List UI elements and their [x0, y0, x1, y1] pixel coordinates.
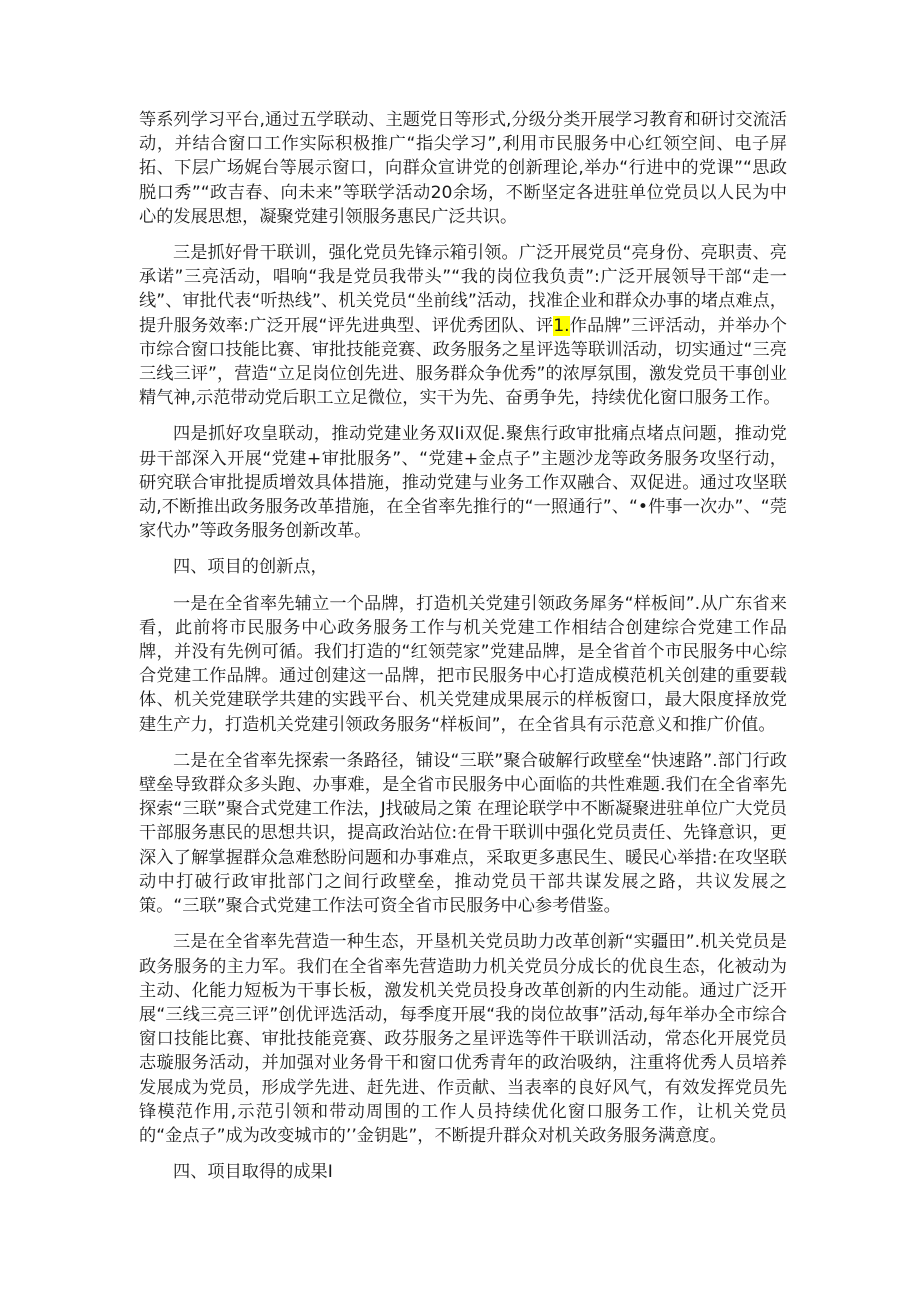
paragraph-path: 二是在全省率先探索一条路径，铺设“三联”聚合破解行政壁垒“快速路”.部门行政壁垒导致群众多头跑、办事难，是全省市民服务中心面临的共性难题.我们在全省率先探索“三联”聚合式党建工作法，J找破局之策 在理论联学中不断凝聚进驻单位广大党员干部服务惠民的思想共识，提高政治站位:在骨干联训中强化党员责任、先锋意识，更深入了解掌握群众急难愁盼问题和办事难点，采取更多惠民生、暖民心举措:在攻坚联动中打破行政审批部门之间行政壁垒，推动党员干部共谋发展之路，共议发展之策。“三联”聚合式党建工作法可资全省市民服务中心参考借鉴。: [139, 750, 787, 917]
paragraph-brand: 一是在全省率先辅立一个品牌，打造机关党建引领政务犀务“样板间”.从广东省来看，此前将市民服务中心政务服务工作与机关党建工作相结合创建综合党建工作品牌，并没有先例可循。我们打造的“红领莞家”党建品牌，是全省首个市民服务中心综合党建工作品牌。通过创建这一品牌，把市民服务中心打造成模范机关创建的重要载体、机关党建联学共建的实践平台、机关党建成果展示的样板窗口，最大限度择放党建生产力，打造机关党建引领政务服务“样板间”，在全省具有示范意义和推广价值。: [139, 593, 787, 735]
document-page: [139, 108, 787, 1196]
paragraph-text-after: 作品牌”三评活动，并举办个市综合窗口技能比赛、审批技能竞赛、政务服务之星评选等联训活动，切实通过“三亮三线三评”，营造“立足岗位创先进、服务群众争优秀”的浓厚氛围，激发党员干事创业精气神,示范带动党后职工立足微位，实干为先、奋勇争先，持续优化窗口服务工作。: [139, 315, 787, 409]
paragraph-backbone-training: [139, 241, 787, 410]
paragraph-ecology: 三是在全省率先营造一种生态，开垦机关党员助力改革创新“实疆田”.机关党员是政务服务的主力军。我们在全省率先营造助力机关党员分成长的优良生态，化被动为主动、化能力短板为干事长板，激发机关党员投身改革创新的内生动能。通过广泛开展“三线三亮三评”创优评选活动，每季度开展“我的岗位故事”活动,每年举办全市综合窗口技能比赛、审批技能竞赛、政芬服务之星评选等件干联训活动，常态化开展党员志璇服务活动，并加强对业务骨干和窗口优秀青年的政治吸纳，注重将优秀人员培养发展成为党员，形成学先进、赶先进、作贡献、当表率的良好风气，有效发挥党员先锋模范作用,示范引领和带动周围的工作人员持续优化窗口服务工作，让机关党员的“金点子”成为改变城市的’’金钥匙”，不断提升群众对机关政务服务满意度。: [139, 932, 787, 1146]
paragraph-joint-action: 四是抓好攻皇联动，推动党建业务双Ii双促.聚焦行政审批痛点堵点问题，推动党毋干部深入开展“党建+审批服务”、“党建+金点子”主题沙龙等政务服务攻坚行动，研究联合审批提质增效具体措施，推动党建与业务工作双融合、双促进。通过攻坚联动,不断推出政务服务改革措施，在全省率先推行的“一照通行”、“•件事一次办”、“莞家代办”等政务服务创新改革。: [139, 424, 787, 542]
section-heading-results: 四、项目取得的成果I: [173, 1162, 333, 1183]
section-heading-innovation: 四、项目的创新点，: [173, 557, 328, 578]
paragraph-learning-platforms: 等系列学习平台,通过五学联动、主题党日等形式,分级分类开展学习教育和研讨交流活动，并结合窗口工作实际积极推广“指尖学习”,利用市民服务中心红领空间、电子屏拓、下层广场娓台等展示窗口，向群众宣讲党的创新理论,举办“行进中的党课”“思政脱口秀”“政吉春、向未来”等联学活动20余场，不断坚定各进驻单位党员以人民为中心的发展思想，凝聚党建引领服务惠民广泛共识。: [139, 110, 787, 227]
highlighted-text: 1.: [553, 315, 570, 336]
paragraph-text-before: 三是抓好骨干联训，强化党员先锋示箱引领。广泛开展党员“亮身份、亮职责、亮承诺”三亮活动，唱响“我是党员我带头”“我的岗位我负责”:广泛开展领导干部“走一线”、审批代表“听热线”、机关党员“坐前线”活动，找准企业和群众办事的堵点难点，提升服务效率:广泛开展“评先进典型、评优秀团队、评: [139, 243, 787, 336]
